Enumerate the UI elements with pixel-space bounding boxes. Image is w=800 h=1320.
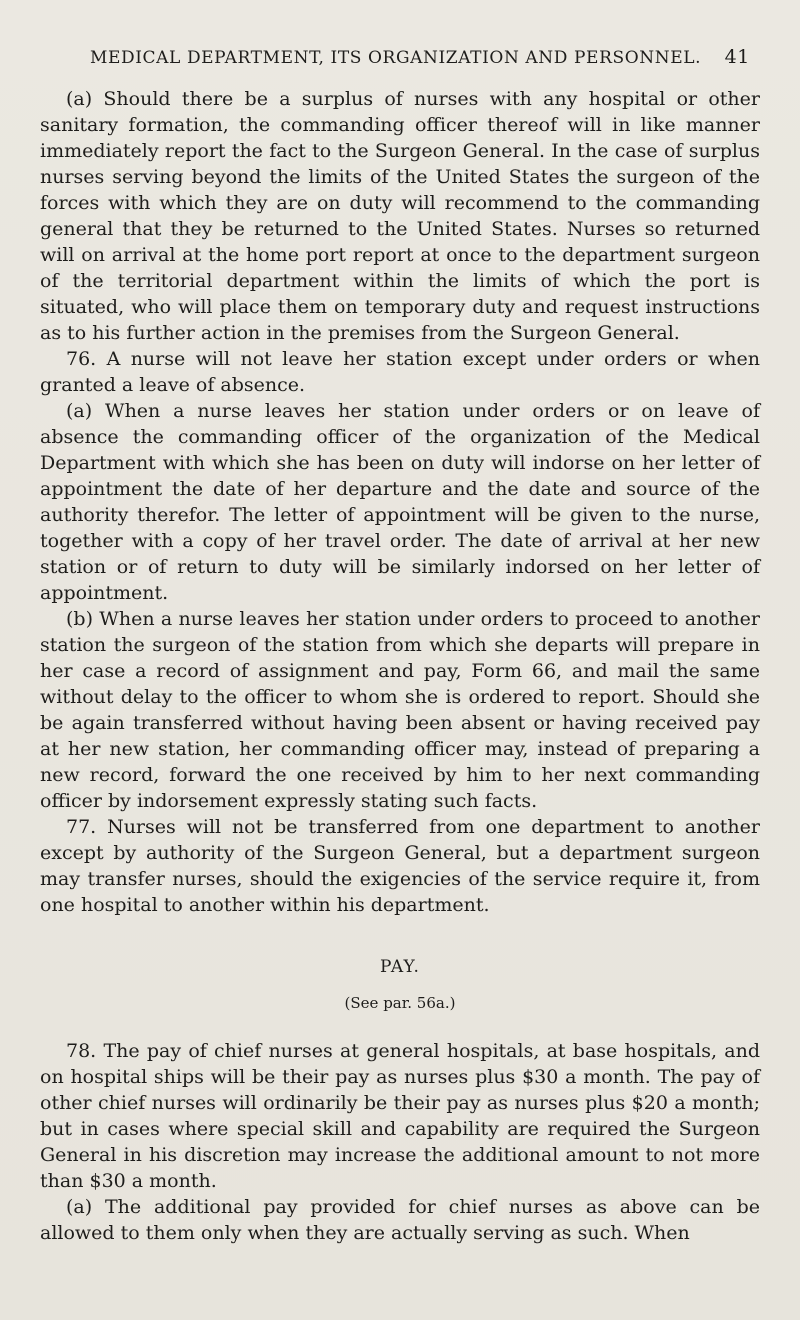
paragraph-75a: (a) Should there be a surplus of nurses with any hospital or other sanitary formation, the commanding officer thereof will in like manner immediately report the fact to the Surgeon General. In the case of surplus nurses serving beyond the limits of the United States the surgeon of the forces with which they are on duty will recommend to the commanding general that they be returned to the United States. Nurses so returned will on arrival at the home port report at once to the department surgeon of the territorial department within the limits of which the port is situated, who will place them on temporary duty and request instructions as to his further action in the premises from the Surgeon General.: [40, 88, 760, 344]
body-text: [40, 86, 760, 1246]
running-head: [40, 46, 760, 68]
paragraph-76b: (b) When a nurse leaves her station under orders to proceed to another station the surgeon of the station from which she departs will prepare in her case a record of assignment and pay, Form 66, and mail the same without delay to the officer to whom she is ordered to report. Should she be again transferred without having been absent or having received pay at her new station, her commanding officer may, instead of preparing a new record, forward the one received by him to her next commanding officer by indorsement expressly stating such facts.: [40, 608, 760, 812]
paragraph-76a: (a) When a nurse leaves her station under orders or on leave of absence the commanding officer of the organization of the Medical Department with which she has been on duty will indorse on her letter of appointment the date of her departure and the date and source of the authority therefor. The letter of appointment will be given to the nurse, together with a copy of her travel order. The date of arrival at her new station or of return to duty will be similarly indorsed on her letter of appointment.: [40, 400, 760, 604]
page-number: 41: [724, 46, 750, 68]
paragraph-78: 78. The pay of chief nurses at general hospitals, at base hospitals, and on hospital ships will be their pay as nurses plus $30 a month. The pay of other chief nurses will ordinarily be their pay as nurses plus $20 a month; but in cases where special skill and capability are required the Surgeon General in his discretion may increase the additional amount to not more than $30 a month.: [40, 1040, 760, 1192]
paragraph-78a: (a) The additional pay provided for chief nurses as above can be allowed to them only when they are actually serving as such. When: [40, 1196, 760, 1244]
paragraph-77: 77. Nurses will not be transferred from one department to another except by authority of the Surgeon General, but a department surgeon may transfer nurses, should the exigencies of the service require it, from one hospital to another within his department.: [40, 816, 760, 916]
section-reference: (See par. 56a.): [344, 994, 456, 1012]
paragraph-76: 76. A nurse will not leave her station except under orders or when granted a leave of absence.: [40, 348, 760, 396]
running-title: MEDICAL DEPARTMENT, ITS ORGANIZATION AND PERSONNEL.: [90, 48, 702, 68]
section-heading-pay: PAY.: [380, 957, 420, 977]
